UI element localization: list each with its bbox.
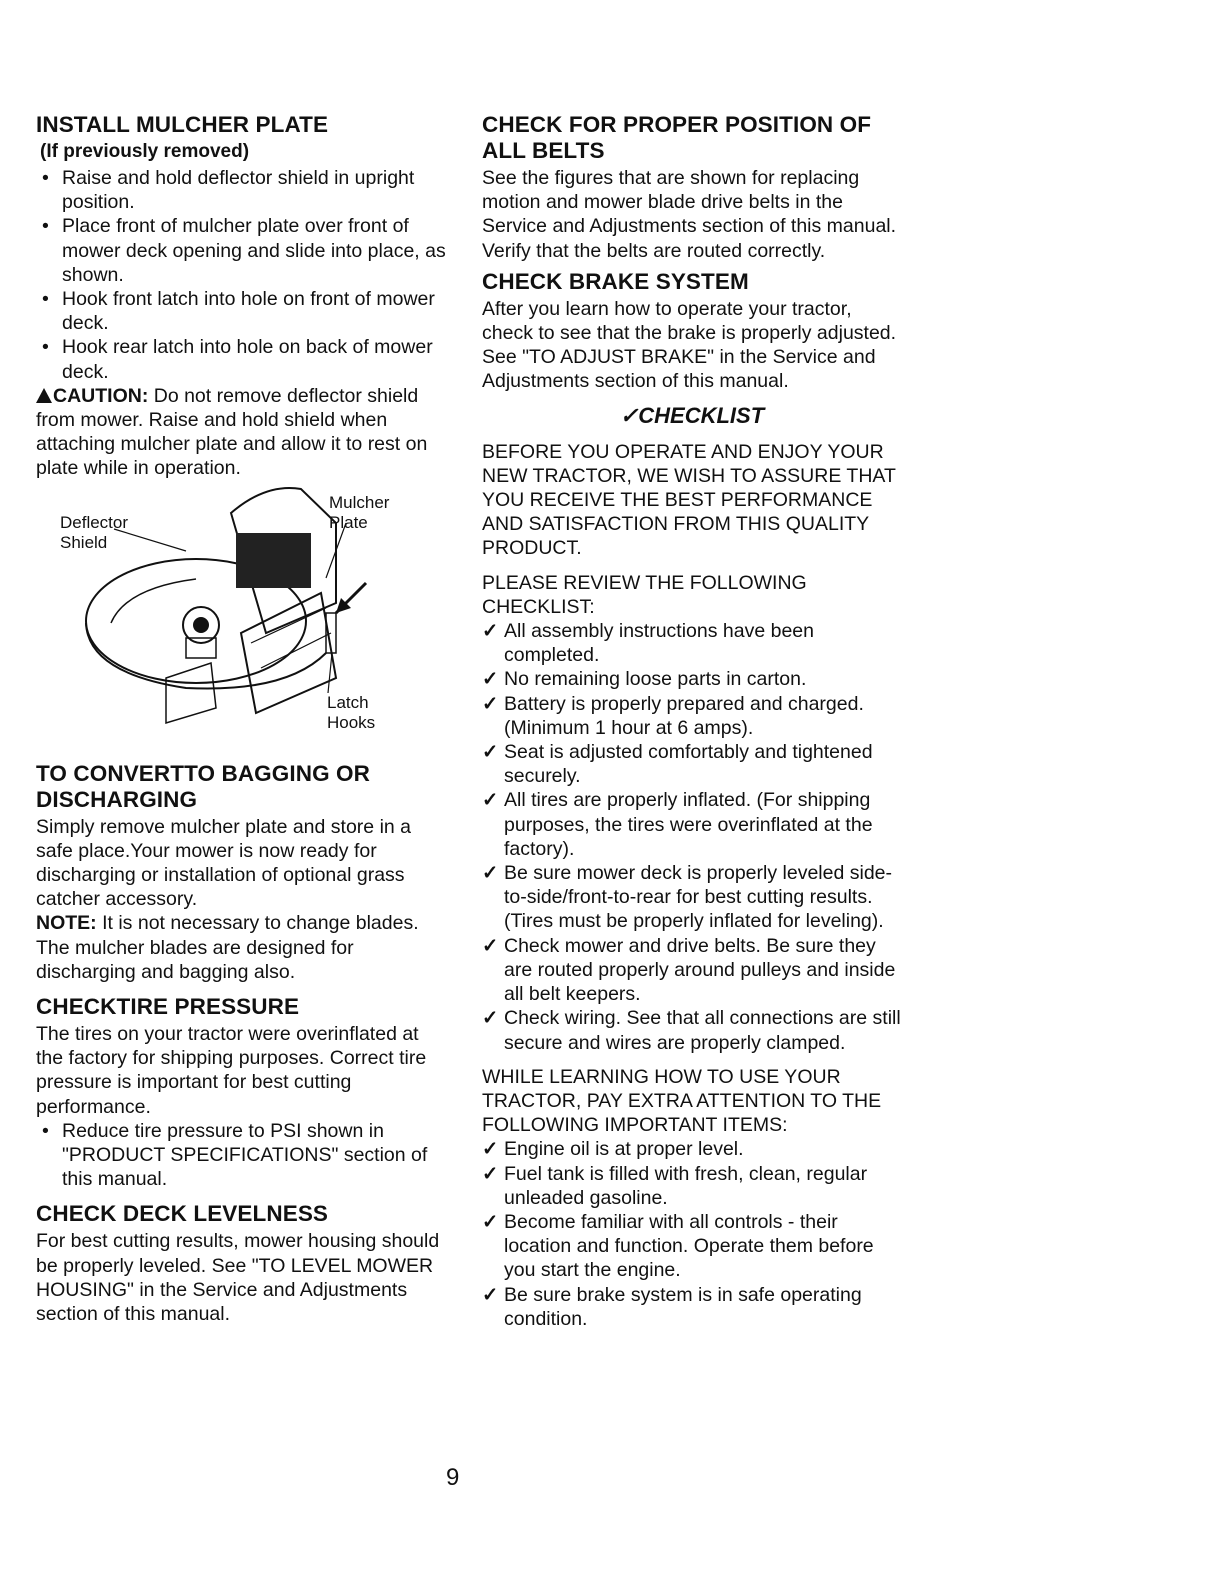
section-title-deck: CHECK DECK LEVELNESS <box>36 1201 329 1227</box>
section-title-belts: CHECK FOR PROPER POSITION OF ALL BELTS <box>482 112 872 163</box>
checklist-item: ✓ Become familiar with all controls - their location and function. Operate them before you start the engine. <box>482 1210 902 1283</box>
checklist-item: ✓ Be sure brake system is in safe operating condition. <box>482 1283 902 1331</box>
caution-paragraph <box>36 384 446 481</box>
caution-text: Do not remove deflector shield from mower. Raise and hold shield when attaching mulcher plate and allow it to rest on plate while in operation. <box>36 384 428 480</box>
section-title-convert: TO CONVERTTO BAGGING OR DISCHARGING <box>36 760 370 812</box>
caution-label: CAUTION: <box>53 384 149 407</box>
figure-label-latch: Latch Hooks <box>327 692 376 732</box>
belts-text: See the figures that are shown for replacing motion and mower blade drive belts in the Service and Adjustments section of this manual. Verify that the belts are routed correctly. <box>482 167 897 262</box>
checklist-item: ✓ Check wiring. See that all connections are still secure and wires are properly clamped. <box>482 1006 902 1054</box>
section-title-brake: CHECK BRAKE SYSTEM <box>482 268 749 294</box>
note-paragraph <box>36 911 446 984</box>
checklist-items <box>482 619 902 1055</box>
list-item: • Raise and hold deflector shield in upright position. <box>40 166 446 214</box>
checklist-item: ✓ Check mower and drive belts. Be sure they are routed properly around pulleys and inside all belt keepers. <box>482 934 902 1007</box>
list-item: • Reduce tire pressure to PSI shown in "PRODUCT SPECIFICATIONS" section of this manual. <box>40 1119 446 1192</box>
checklist-title: ✓CHECKLIST <box>619 402 765 428</box>
convert-text: Simply remove mulcher plate and store in a safe place.Your mower is now ready for discharging or installation of optional grass catcher accessory. <box>36 815 412 911</box>
section-title-tire: CHECKTIRE PRESSURE <box>36 994 300 1020</box>
deck-text: For best cutting results, mower housing should be properly leveled. See "TO LEVEL MOWER HOUSING" in the Service and Adjustments section of this manual. <box>36 1230 440 1326</box>
section-title-mulcher: INSTALL MULCHER PLATE <box>36 112 329 137</box>
section-subtitle-mulcher: (If previously removed) <box>40 141 250 162</box>
list-item: • Place front of mulcher plate over front of mower deck opening and slide into place, as shown. <box>40 214 446 287</box>
checklist-item: ✓ No remaining loose parts in carton. <box>482 667 902 691</box>
list-item: • Hook rear latch into hole on back of mower deck. <box>40 335 446 383</box>
checklist-item: ✓ Battery is properly prepared and charged. (Minimum 1 hour at 6 amps). <box>482 692 902 740</box>
important-items <box>482 1137 902 1331</box>
checklist-item: ✓ Fuel tank is filled with fresh, clean, regular unleaded gasoline. <box>482 1162 902 1210</box>
checklist-item: ✓ All tires are properly inflated. (For shipping purposes, the tires were overinflated at the factory). <box>482 788 902 861</box>
brake-text: After you learn how to operate your tractor, check to see that the brake is properly adjusted. See "TO ADJUST BRAKE" in the Service and Adjustments section of this manual. <box>482 297 897 393</box>
figure-label-deflector: Deflector Shield <box>60 512 129 552</box>
left-column <box>36 112 446 1326</box>
tire-steps <box>36 1119 446 1192</box>
checklist-review: PLEASE REVIEW THE FOLLOWING CHECKLIST: <box>482 571 807 618</box>
learning-intro: WHILE LEARNING HOW TO USE YOUR TRACTOR, PAY EXTRA ATTENTION TO THE FOLLOWING IMPORTANT ITEMS: <box>482 1065 882 1137</box>
checklist-item: ✓ Seat is adjusted comfortably and tightened securely. <box>482 740 902 788</box>
warning-triangle-icon <box>36 388 52 403</box>
checklist-item: ✓ All assembly instructions have been completed. <box>482 619 902 667</box>
page-number: 9 <box>446 1464 460 1491</box>
list-item: • Hook front latch into hole on front of mower deck. <box>40 287 446 335</box>
mulcher-steps <box>36 166 446 384</box>
note-text: It is not necessary to change blades. The mulcher blades are designed for discharging and bagging also. <box>36 912 419 983</box>
note-label: NOTE: <box>36 912 97 935</box>
tire-text: The tires on your tractor were overinflated at the factory for shipping purposes. Correct tire pressure is important for best cutting performance. <box>36 1023 427 1118</box>
mulcher-plate-figure <box>36 483 446 753</box>
checklist-item: ✓ Be sure mower deck is properly leveled side-to-side/front-to-rear for best cutting results. (Tires must be properly inflated for leveling). <box>482 861 902 934</box>
checklist-intro: BEFORE YOU OPERATE AND ENJOY YOUR NEW TRACTOR, WE WISH TO ASSURE THAT YOU RECEIVE THE BEST PERFORMANCE AND SATISFACTION FROM THIS QUALITY PRODUCT. <box>482 440 896 560</box>
right-column <box>482 112 902 1331</box>
figure-label-mulcher: Mulcher Plate <box>329 492 390 532</box>
checklist-item: ✓ Engine oil is at proper level. <box>482 1137 902 1161</box>
